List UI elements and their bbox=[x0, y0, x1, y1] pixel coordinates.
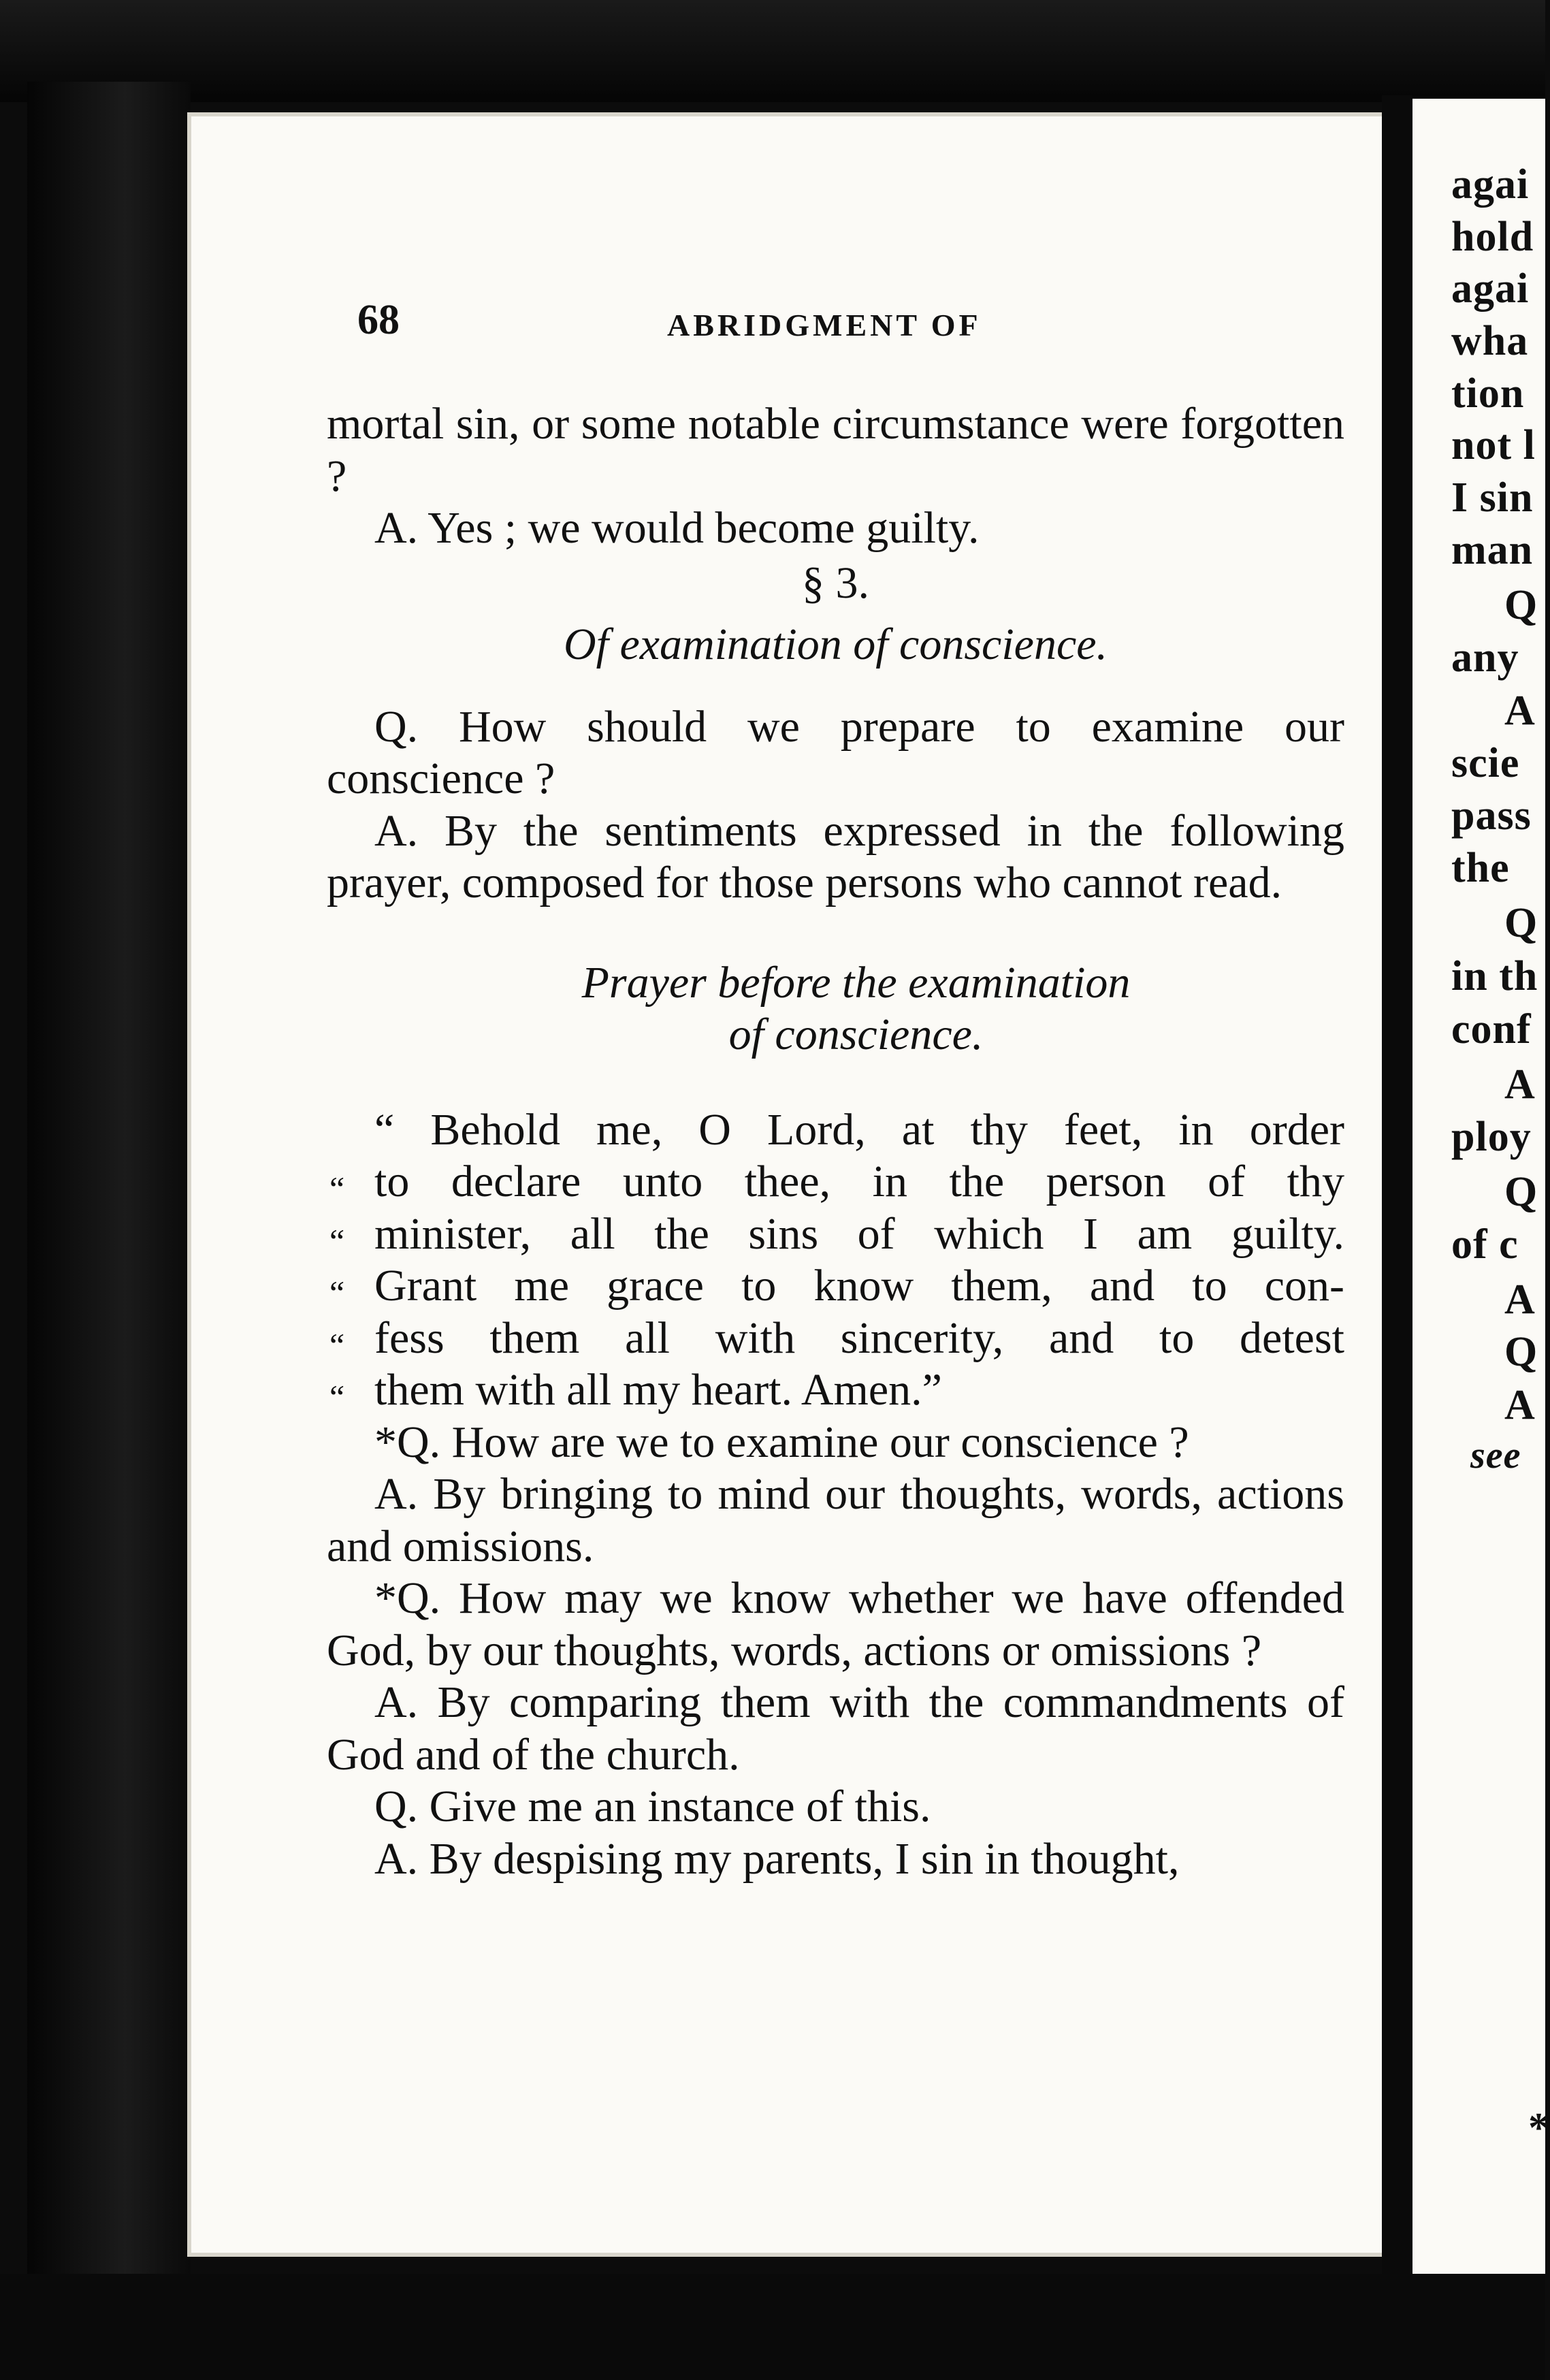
question-paragraph: Q. Give me an instance of this. bbox=[374, 1782, 931, 1831]
prayer-title bbox=[327, 957, 1344, 1061]
quote-mark: “ bbox=[329, 1378, 345, 1416]
prayer-line-text: Grant me grace to know them, and to con- bbox=[374, 1261, 1344, 1310]
prayer-line: “ Behold me, O Lord, at thy feet, in order bbox=[374, 1104, 1344, 1155]
book-page-left bbox=[187, 112, 1412, 2257]
facing-page-line: of c bbox=[1451, 1221, 1519, 1268]
question-paragraph: *Q. How may we know whether we have offended God, by our thoughts, words, actions or omissions ? bbox=[327, 1573, 1344, 1675]
facing-page-line: A bbox=[1504, 1061, 1536, 1108]
facing-page-line: A bbox=[1504, 688, 1536, 734]
prayer-title-line: of conscience. bbox=[728, 1009, 984, 1059]
facing-page-line: scie bbox=[1451, 740, 1520, 786]
answer-paragraph: A. By comparing them with the commandments of God and of the church. bbox=[327, 1677, 1344, 1780]
prayer-line-text: fess them all with sincerity, and to detest bbox=[374, 1313, 1344, 1363]
prayer-title-line: Prayer before the examination bbox=[581, 957, 1131, 1008]
facing-page-line: Q bbox=[1504, 582, 1538, 628]
section-title: Of examination of conscience. bbox=[563, 620, 1108, 669]
page-number: 68 bbox=[357, 297, 400, 343]
prayer-line-text: them with all my heart. Amen.” bbox=[374, 1365, 942, 1415]
facing-page-line: in th bbox=[1451, 953, 1538, 999]
quote-mark: “ bbox=[329, 1170, 345, 1208]
facing-page-line: A bbox=[1504, 1276, 1536, 1323]
question-paragraph: *Q. How are we to examine our conscience ? bbox=[374, 1417, 1189, 1467]
facing-page-line: Q bbox=[1504, 1329, 1538, 1375]
prayer-line bbox=[329, 1156, 1344, 1208]
facing-page-line: wha bbox=[1451, 318, 1529, 364]
answer-paragraph: A. By bringing to mind our thoughts, words, actions and omissions. bbox=[327, 1469, 1344, 1571]
quote-mark: “ bbox=[329, 1274, 345, 1312]
question-paragraph: Q. How should we prepare to examine our conscience ? bbox=[327, 701, 1344, 803]
running-head bbox=[357, 296, 1242, 351]
section-number: § 3. bbox=[802, 558, 869, 608]
page-body bbox=[327, 398, 1344, 1885]
facing-page-line: A bbox=[1504, 1382, 1536, 1428]
book-binding bbox=[27, 82, 191, 2328]
answer-paragraph: A. Yes ; we would become guilty. bbox=[374, 503, 980, 553]
answer-paragraph: A. By despising my parents, I sin in thought, bbox=[374, 1833, 1180, 1884]
scan-background-bottom bbox=[0, 2274, 1545, 2380]
book-page-right-partial bbox=[1412, 99, 1550, 2277]
facing-page-line: * bbox=[1528, 2105, 1550, 2151]
prayer-line bbox=[329, 1208, 1344, 1261]
facing-page-line: conf bbox=[1451, 1006, 1532, 1052]
quote-mark: “ bbox=[329, 1325, 345, 1364]
facing-page-line: any bbox=[1451, 634, 1519, 681]
facing-page-line: agai bbox=[1451, 266, 1530, 312]
facing-page-line: not l bbox=[1451, 422, 1536, 468]
facing-page-line: I sin bbox=[1451, 475, 1534, 521]
facing-page-line: hold bbox=[1451, 214, 1534, 260]
facing-page-line: pass bbox=[1451, 792, 1532, 839]
prayer-line-text: to declare unto thee, in the person of thy bbox=[374, 1157, 1344, 1206]
prayer-line bbox=[329, 1260, 1344, 1313]
running-head-title: ABRIDGMENT OF bbox=[667, 308, 982, 342]
facing-page-line: Q bbox=[1504, 1169, 1538, 1215]
facing-page-line: ploy bbox=[1451, 1114, 1532, 1160]
scan-background-top bbox=[0, 0, 1545, 102]
prayer-line bbox=[329, 1313, 1344, 1365]
answer-paragraph: A. By the sentiments expressed in the following prayer, composed for those persons who cannot read. bbox=[327, 805, 1344, 907]
facing-page-line: Q bbox=[1504, 900, 1538, 946]
facing-page-line: agai bbox=[1451, 161, 1530, 208]
facing-page-line: the bbox=[1451, 845, 1510, 891]
prayer-text bbox=[327, 1104, 1344, 1417]
facing-page-line: see bbox=[1470, 1434, 1521, 1477]
paragraph-continuation: mortal sin, or some notable circumstance were forgotten ? bbox=[327, 399, 1344, 501]
quote-mark: “ bbox=[329, 1221, 345, 1260]
prayer-line-text: minister, all the sins of which I am guilty. bbox=[374, 1208, 1344, 1259]
facing-page-line: man bbox=[1451, 527, 1534, 573]
facing-page-line: tion bbox=[1451, 370, 1525, 417]
prayer-line bbox=[329, 1364, 1344, 1417]
page-gutter bbox=[1382, 95, 1412, 2308]
